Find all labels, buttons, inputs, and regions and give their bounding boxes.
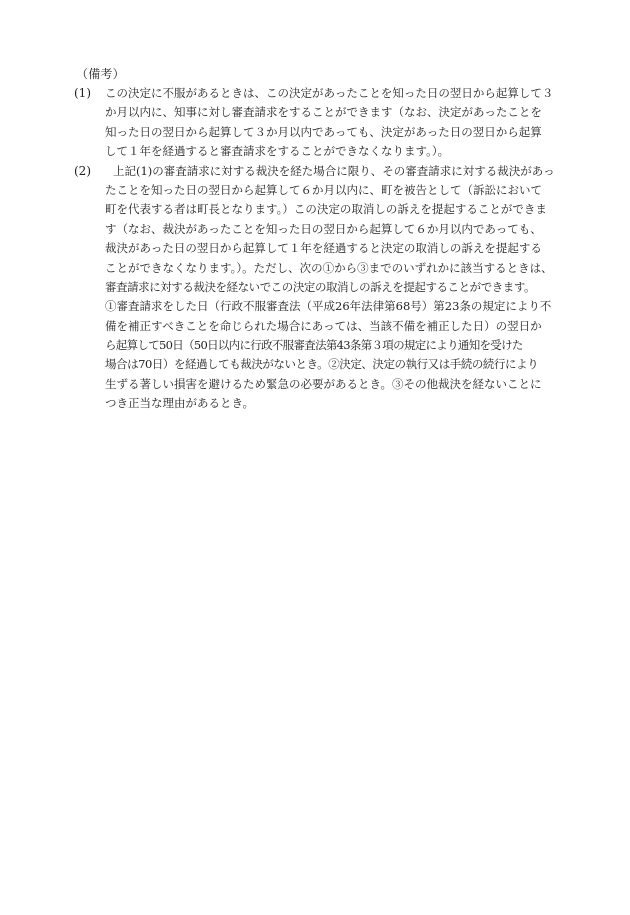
note-item-2-line-9: 備を補正すべきことを命じられた場合にあっては、当該不備を補正した日）の翌日か (105, 318, 542, 333)
note-item-2-line-2: たことを知った日の翌日から起算して６か月以内に、町を被告として（訴訟において (105, 182, 542, 197)
note-item-1 (74, 84, 564, 162)
notes-heading: （備考） (76, 67, 125, 81)
notes-section (74, 64, 564, 414)
note-item-2-number: (2) (74, 163, 91, 178)
note-item-2-line-6: ことができなくなります。）。ただし、次の①から③までのいずれかに該当するときは、 (105, 260, 553, 275)
note-item-2-line-5: 裁決があった日の翌日から起算して１年を経過すると決定の取消しの訴えを提起する (105, 241, 542, 256)
note-item-2-line-3: 町を代表する者は町長となります。）この決定の取消しの訴えを提起することができま (105, 202, 547, 217)
note-item-2-line-12: 生ずる著しい損害を避けるため緊急の必要があるとき。③その他裁決を経ないことに (105, 376, 542, 391)
note-item-2-line-10: ら起算して50日（50日以内に行政不服審査法第43条第３項の規定により通知を受けた (105, 338, 523, 353)
note-item-2-line-8: ①審査請求をした日（行政不服審査法（平成26年法律第68号）第23条の規定により不 (105, 299, 552, 314)
note-item-2 (74, 162, 564, 414)
note-item-2-line-1: 上記(1)の審査請求に対する裁決を経た場合に限り、その審査請求に対する裁決があっ (113, 163, 555, 178)
note-item-1-line-4: して１年を経過すると審査請求をすることができなくなります。）。 (105, 144, 450, 159)
note-item-1-number: (1) (74, 86, 91, 100)
note-item-2-line-13: つき正当な理由があるとき。 (105, 396, 255, 411)
note-item-1-line-2: か月以内に、知事に対し審査請求をすることができます（なお、決定があったことを (105, 105, 542, 120)
note-item-2-line-11: 場合は70日）を経過しても裁決がないとき。②決定、決定の執行又は手続の続行により (105, 357, 539, 372)
note-item-1-line-1: この決定に不服があるときは、この決定があったことを知った日の翌日から起算して３ (105, 86, 554, 100)
note-item-1-line-3: 知った日の翌日から起算して３か月以内であっても、決定があった日の翌日から起算 (105, 124, 542, 139)
note-item-2-line-4: す（なお、裁決があったことを知った日の翌日から起算して６か月以内であっても、 (105, 221, 542, 236)
note-item-2-line-7: 審査請求に対する裁決を経ないでこの決定の取消しの訴えを提起することができます。 (105, 279, 536, 294)
